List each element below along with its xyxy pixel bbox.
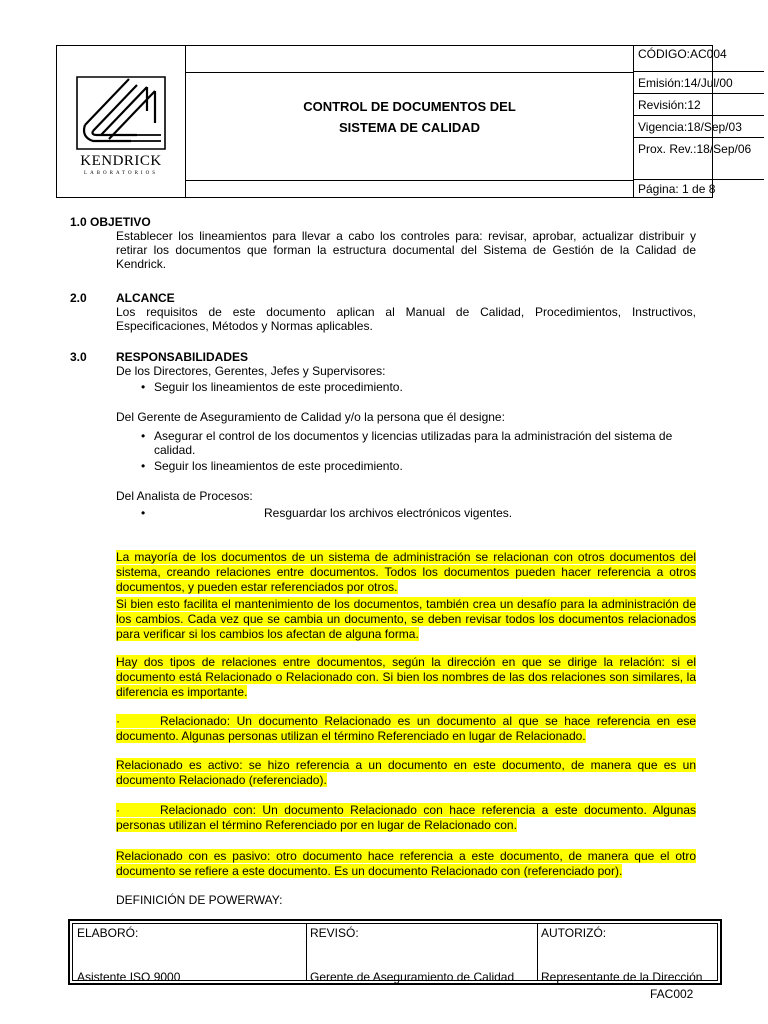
section-responsabilidades-number: 3.0	[70, 350, 87, 364]
autorizo-value: Representante de la Dirección	[541, 970, 703, 984]
title-line-1: CONTROL DE DOCUMENTOS DEL	[303, 99, 516, 114]
highlighted-paragraph	[116, 597, 696, 642]
highlighted-paragraph	[116, 849, 696, 879]
highlighted-text: Relacionado con es pasivo: otro documento hace referencia a este documento, de manera que el otro documento se refiere a este documento. Es un documento Relacionado con (referenciado por).	[116, 849, 696, 878]
highlighted-text: Hay dos tipos de relaciones entre documentos, según la dirección en que se dirige la relación: si el documento está Relacionado o Relacionado con. Si bien los nombres de las dos relaciones son similares, la diferencia es importante.	[116, 655, 696, 699]
vigencia-field: Vigencia:18/Sep/03	[634, 116, 764, 138]
highlighted-text: La mayoría de los documentos de un sistema de administración se relacionan con otros documentos del sistema, creando relaciones entre documentos. Todos los documentos pueden hacer referencia a otros documentos, y pueden estar referenciados por otros.	[116, 550, 696, 594]
highlighted-paragraph	[116, 550, 696, 595]
highlighted-paragraph	[116, 758, 696, 788]
revision-field: Revisión:12	[634, 94, 764, 116]
title-line-2: SISTEMA DE CALIDAD	[338, 120, 481, 135]
bullet-icon: •	[141, 380, 146, 394]
section-objetivo-title: 1.0 OBJETIVO	[70, 215, 151, 229]
pagina-field: Página: 1 de 8	[638, 182, 716, 196]
bullet-mark: ·	[116, 714, 120, 728]
prox-rev-field: Prox. Rev.:18/Sep/06	[634, 138, 764, 180]
bullet-mark: ·	[116, 803, 120, 817]
highlighted-paragraph	[116, 803, 696, 833]
autorizo-cell	[537, 924, 717, 984]
highlighted-text: Si bien esto facilita el mantenimiento de los documentos, también crea un desafío para la administración de los cambios. Cada vez que se cambia un documento, se deben revisar todos los documentos relacionados para verificar si los cambios los afectan de alguna forma.	[116, 597, 696, 641]
group2-intro: Del Gerente de Aseguramiento de Calidad y/o la persona que él designe:	[116, 410, 505, 424]
highlighted-paragraph	[116, 655, 696, 700]
highlighted-text: Relacionado con: Un documento Relacionado con hace referencia a este documento. Algunas personas utilizan el término Referenciado por en lugar de Relacionado con.	[116, 803, 696, 832]
group1-intro: De los Directores, Gerentes, Jefes y Supervisores:	[116, 364, 386, 378]
highlighted-paragraph	[116, 714, 696, 744]
list-item: Resguardar los archivos electrónicos vigentes.	[264, 506, 513, 520]
list-item: Seguir los lineamientos de este procedimiento.	[154, 380, 403, 394]
approval-table	[68, 919, 722, 985]
bullet-icon: •	[141, 506, 146, 520]
form-code: FAC002	[650, 987, 694, 1001]
elaboro-value: Asistente ISO 9000	[77, 970, 181, 984]
autorizo-label: AUTORIZÓ:	[541, 926, 607, 940]
section-alcance-title: ALCANCE	[116, 291, 175, 305]
title-cell	[186, 46, 634, 197]
document-title	[186, 96, 633, 138]
highlighted-text: Relacionado: Un documento Relacionado es un documento al que se hace referencia en ese documento. Algunas personas utilizan el término Referenciado en lugar de Relacionado.	[116, 714, 696, 743]
document-header	[56, 45, 752, 198]
reviso-cell	[306, 924, 538, 984]
logo-cell	[57, 46, 186, 197]
reviso-value: Gerente de Aseguramiento de Calidad	[310, 970, 515, 984]
section-responsabilidades-title: RESPONSABILIDADES	[116, 350, 249, 364]
metadata-cell	[634, 46, 752, 197]
group3-intro: Del Analista de Procesos:	[116, 489, 253, 503]
reviso-label: REVISÓ:	[310, 926, 359, 940]
section-alcance-number: 2.0	[70, 291, 87, 305]
section-alcance-text: Los requisitos de este documento aplican al Manual de Calidad, Procedimientos, Instructivos, Especificaciones, Métodos y Normas aplicables.	[116, 305, 696, 333]
highlighted-text: Relacionado es activo: se hizo referencia a un documento en este documento, de manera que es un documento Relacionado (referenciado).	[116, 758, 696, 787]
section-objetivo-text: Establecer los lineamientos para llevar a cabo los controles para: revisar, aprobar, actualizar distribuir y retirar los documentos que forman la estructura documental del Sistema de Gestión de la Calidad de Kendrick.	[116, 229, 696, 271]
kendrick-logo	[71, 71, 171, 181]
emision-field: Emisión:14/Jul/00	[634, 72, 764, 94]
logo-subtitle: LABORATORIOS	[84, 171, 158, 176]
list-item: Asegurar el control de los documentos y licencias utilizadas para la administración del sistema de calidad.	[154, 429, 673, 457]
bullet-icon: •	[141, 459, 146, 473]
logo-name: KENDRICK	[80, 153, 162, 169]
elaboro-cell	[73, 924, 307, 984]
codigo-field: CÓDIGO:AC004	[634, 46, 764, 72]
elaboro-label: ELABORÓ:	[77, 926, 139, 940]
list-item: Seguir los lineamientos de este procedimiento.	[154, 459, 403, 473]
bullet-icon: •	[141, 429, 146, 443]
definicion-heading: DEFINICIÓN DE POWERWAY:	[116, 893, 283, 907]
kendrick-logo-mark-icon	[71, 71, 171, 155]
